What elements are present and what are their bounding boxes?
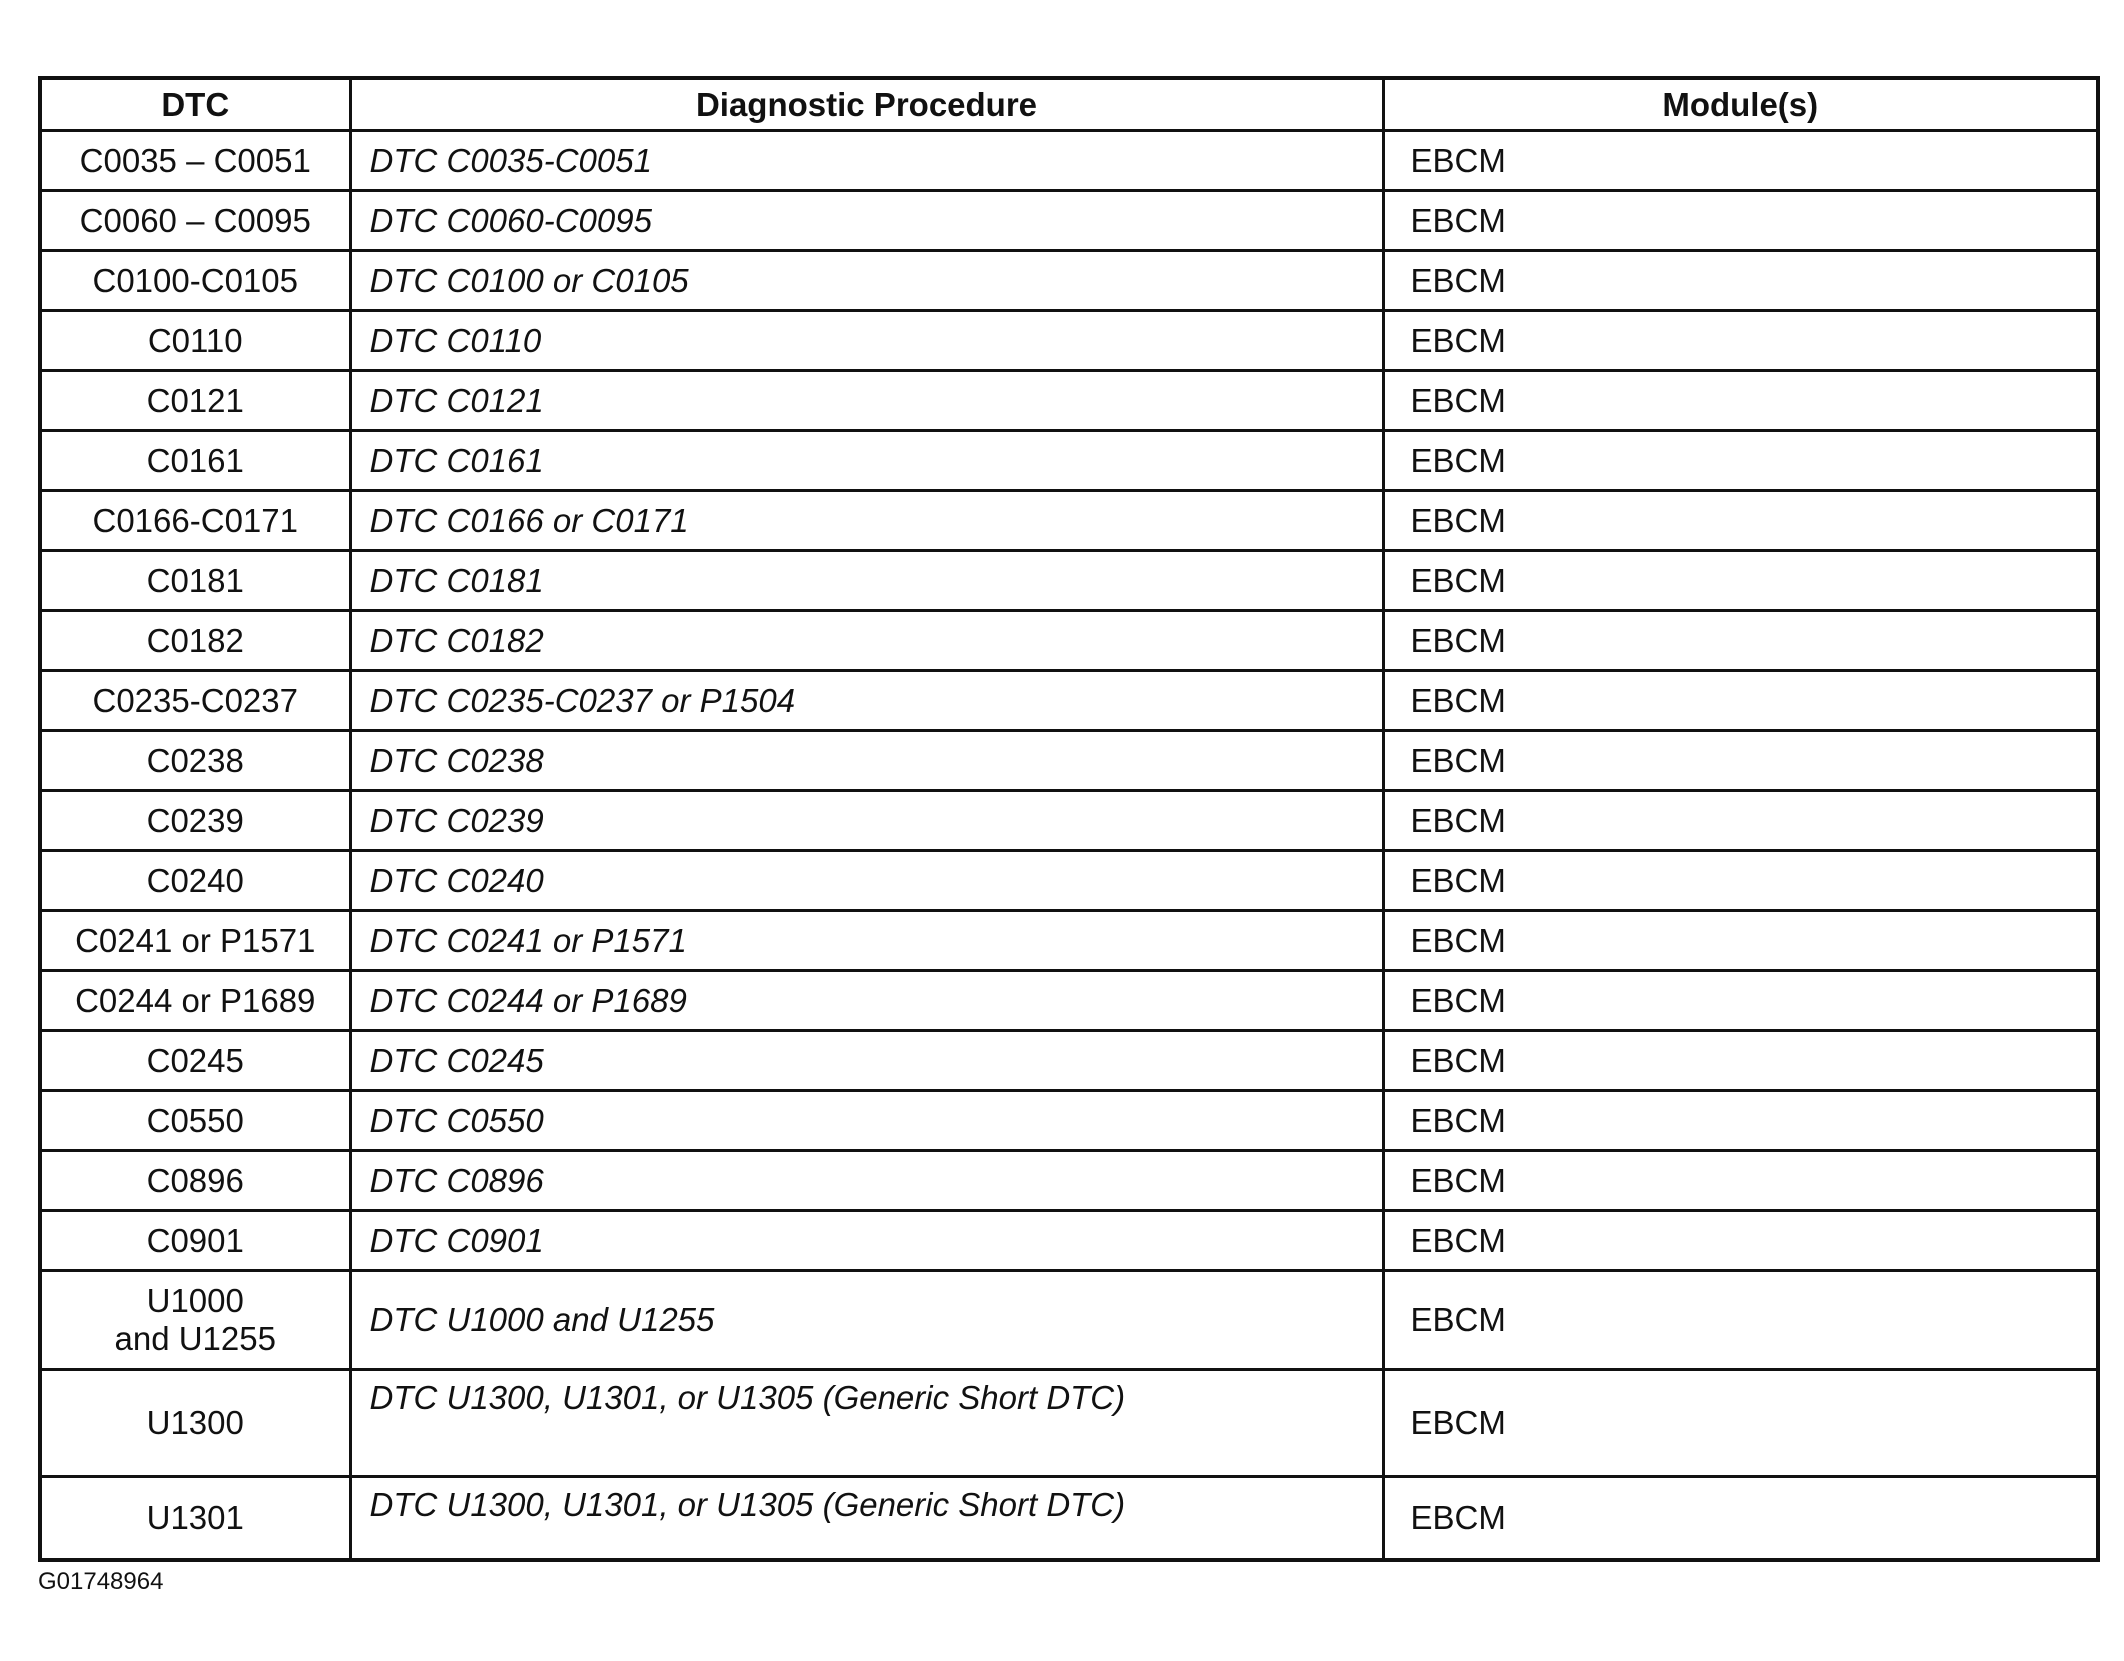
table-row [40,131,2098,191]
dtc-cell: C0166-C0171 [40,491,350,551]
table-row [40,671,2098,731]
procedure-cell: DTC C0550 [350,1091,1383,1151]
table-row [40,491,2098,551]
module-cell: EBCM [1383,1370,2098,1477]
table-row [40,731,2098,791]
dtc-cell: U1301 [40,1477,350,1561]
module-cell: EBCM [1383,1031,2098,1091]
procedure-cell: DTC C0896 [350,1151,1383,1211]
procedure-cell: DTC C0239 [350,791,1383,851]
module-cell: EBCM [1383,491,2098,551]
table-row [40,551,2098,611]
table-row [40,611,2098,671]
dtc-cell: C0240 [40,851,350,911]
table-row [40,911,2098,971]
table-row [40,1271,2098,1370]
dtc-cell: C0161 [40,431,350,491]
procedure-cell: DTC C0235-C0237 or P1504 [350,671,1383,731]
dtc-cell: C0110 [40,311,350,371]
procedure-cell: DTC C0245 [350,1031,1383,1091]
module-cell: EBCM [1383,851,2098,911]
table-row [40,1091,2098,1151]
procedure-cell: DTC C0121 [350,371,1383,431]
table-row [40,791,2098,851]
dtc-cell: C0100-C0105 [40,251,350,311]
table-row [40,431,2098,491]
dtc-cell: C0060 – C0095 [40,191,350,251]
table-row [40,1031,2098,1091]
procedure-cell: DTC C0181 [350,551,1383,611]
table-row [40,851,2098,911]
procedure-cell: DTC U1300, U1301, or U1305 (Generic Short DTC) [350,1370,1383,1477]
dtc-cell: C0235-C0237 [40,671,350,731]
procedure-cell: DTC C0166 or C0171 [350,491,1383,551]
module-cell: EBCM [1383,191,2098,251]
procedure-cell: DTC C0161 [350,431,1383,491]
dtc-line: U1000 [146,1282,244,1319]
module-cell: EBCM [1383,131,2098,191]
module-cell: EBCM [1383,671,2098,731]
procedure-cell: DTC U1000 and U1255 [350,1271,1383,1370]
module-cell: EBCM [1383,431,2098,491]
table-row [40,1477,2098,1561]
dtc-cell: C0121 [40,371,350,431]
procedure-cell: DTC C0060-C0095 [350,191,1383,251]
module-cell: EBCM [1383,791,2098,851]
module-cell: EBCM [1383,1477,2098,1561]
dtc-line: and U1255 [114,1320,276,1357]
procedure-cell: DTC C0100 or C0105 [350,251,1383,311]
procedure-cell: DTC C0240 [350,851,1383,911]
dtc-cell: C0901 [40,1211,350,1271]
module-cell: EBCM [1383,311,2098,371]
table-row [40,1211,2098,1271]
table-row [40,971,2098,1031]
dtc-cell: U1300 [40,1370,350,1477]
module-cell: EBCM [1383,371,2098,431]
module-cell: EBCM [1383,911,2098,971]
table-row [40,1151,2098,1211]
dtc-cell: C0238 [40,731,350,791]
procedure-cell: DTC C0110 [350,311,1383,371]
module-cell: EBCM [1383,971,2098,1031]
dtc-cell: C0241 or P1571 [40,911,350,971]
module-cell: EBCM [1383,1271,2098,1370]
procedure-cell: DTC C0241 or P1571 [350,911,1383,971]
procedure-cell: DTC C0035-C0051 [350,131,1383,191]
dtc-cell: C0550 [40,1091,350,1151]
dtc-cell: C0245 [40,1031,350,1091]
procedure-cell: DTC U1300, U1301, or U1305 (Generic Short DTC) [350,1477,1383,1561]
table-row [40,191,2098,251]
module-cell: EBCM [1383,1151,2098,1211]
dtc-table [38,76,2100,1562]
module-cell: EBCM [1383,611,2098,671]
module-cell: EBCM [1383,551,2098,611]
dtc-cell: C0239 [40,791,350,851]
module-cell: EBCM [1383,1211,2098,1271]
procedure-cell: DTC C0901 [350,1211,1383,1271]
header-diagnostic-procedure: Diagnostic Procedure [350,78,1383,131]
dtc-cell [40,1271,350,1370]
table-row [40,1370,2098,1477]
procedure-cell: DTC C0244 or P1689 [350,971,1383,1031]
table-row [40,371,2098,431]
module-cell: EBCM [1383,1091,2098,1151]
module-cell: EBCM [1383,731,2098,791]
header-dtc: DTC [40,78,350,131]
module-cell: EBCM [1383,251,2098,311]
dtc-cell: C0244 or P1689 [40,971,350,1031]
table-row [40,311,2098,371]
figure-id: G01748964 [38,1568,164,1595]
dtc-cell: C0896 [40,1151,350,1211]
dtc-cell: C0182 [40,611,350,671]
dtc-cell: C0181 [40,551,350,611]
procedure-cell: DTC C0182 [350,611,1383,671]
header-modules: Module(s) [1383,78,2098,131]
dtc-cell: C0035 – C0051 [40,131,350,191]
table-header-row [40,78,2098,131]
procedure-cell: DTC C0238 [350,731,1383,791]
table-row [40,251,2098,311]
